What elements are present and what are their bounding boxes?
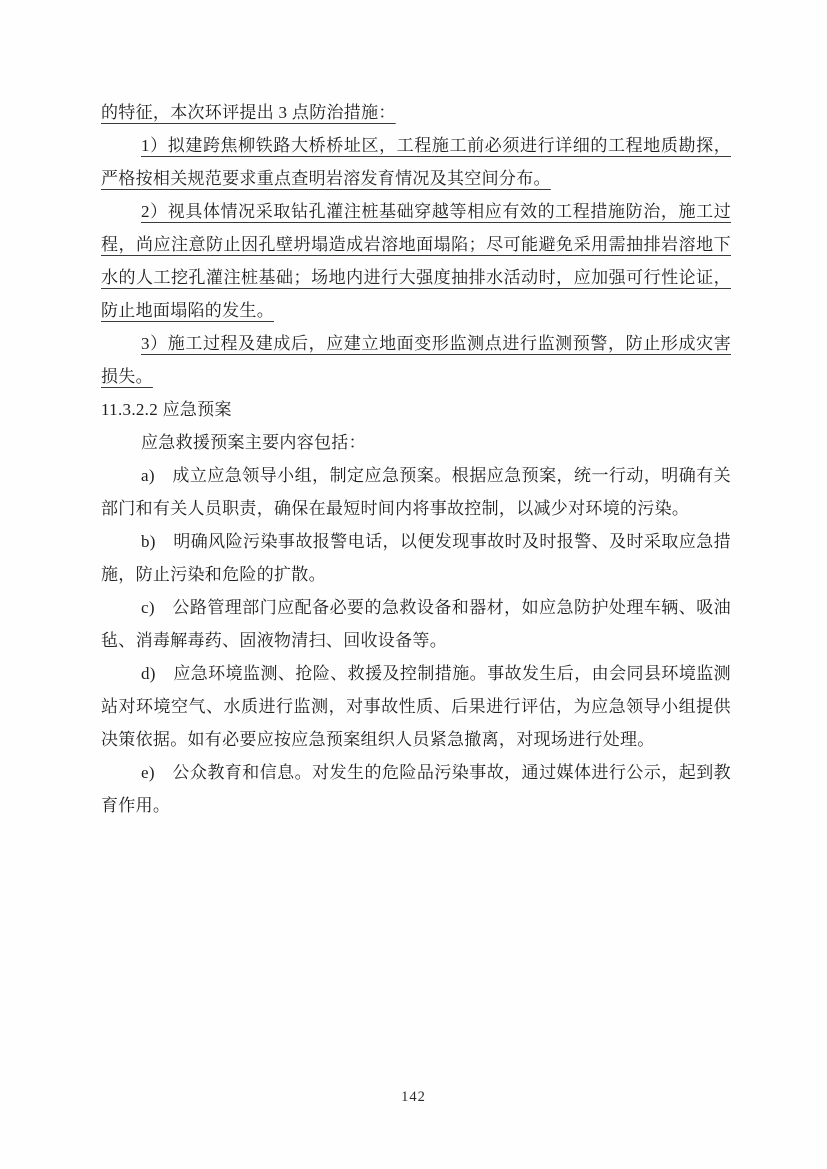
section-heading-11-3-2-2: 11.3.2.2 应急预案	[101, 400, 232, 419]
plan-item-a: a) 成立应急领导小组，制定应急预案。根据应急预案，统一行动，明确有关部门和有关人员职责，确保在最短时间内将事故控制，以减少对环境的污染。	[101, 466, 731, 518]
paragraph-continuation: 的特征，本次环评提出 3 点防治措施：	[101, 103, 396, 122]
paragraph-measure-1: 1）拟建跨焦柳铁路大桥桥址区，工程施工前必须进行详细的工程地质勘探，严格按相关规范要求重点查明岩溶发育情况及其空间分布。	[101, 136, 731, 188]
plan-item-b: b) 明确风险污染事故报警电话，以便发现事故时及时报警、及时采取应急措施，防止污染和危险的扩散。	[101, 532, 731, 584]
paragraph-intro: 应急救援预案主要内容包括：	[141, 433, 366, 452]
plan-item-e: e) 公众教育和信息。对发生的危险品污染事故，通过媒体进行公示，起到教育作用。	[101, 763, 731, 815]
paragraph-measure-2: 2）视具体情况采取钻孔灌注桩基础穿越等相应有效的工程措施防治，施工过程，尚应注意防止因孔壁坍塌造成岩溶地面塌陷；尽可能避免采用需抽排岩溶地下水的人工挖孔灌注桩基础；场地内进行大强度抽排水活动时，应加强可行性论证，防止地面塌陷的发生。	[101, 202, 731, 320]
paragraph-measure-3: 3）施工过程及建成后，应建立地面变形监测点进行监测预警，防止形成灾害损失。	[101, 334, 731, 386]
plan-item-d: d) 应急环境监测、抢险、救援及控制措施。事故发生后，由会同县环境监测站对环境空气、水质进行监测，对事故性质、后果进行评估，为应急领导小组提供决策依据。如有必要应按应急预案组织人员紧急撤离，对现场进行处理。	[101, 664, 731, 749]
document-body	[101, 96, 731, 822]
plan-item-c: c) 公路管理部门应配备必要的急救设备和器材，如应急防护处理车辆、吸油毡、消毒解毒药、固液物清扫、回收设备等。	[101, 598, 731, 650]
page-number: 142	[401, 1089, 426, 1105]
